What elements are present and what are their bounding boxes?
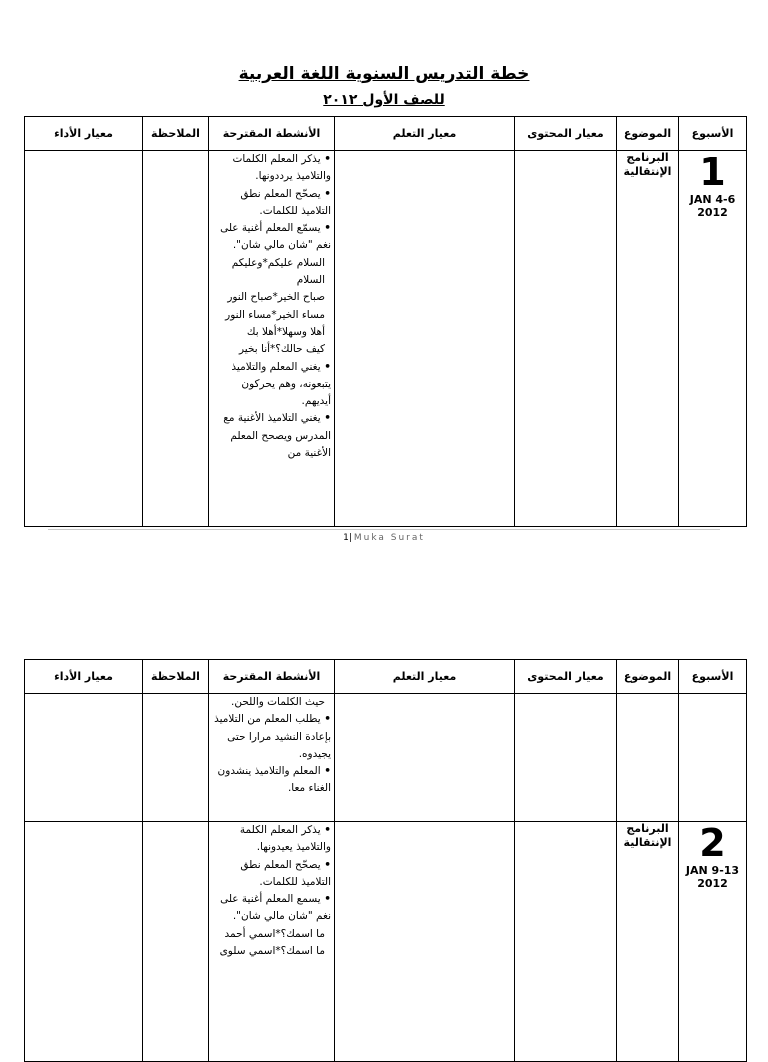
header-notes: الملاحظة <box>143 117 209 151</box>
activities-cell <box>209 822 335 1062</box>
page-number: 1 <box>343 533 349 543</box>
activity-item: صباح الخير*صباح النور <box>227 291 325 304</box>
notes-cell <box>143 151 209 527</box>
table-header-row <box>25 117 747 151</box>
activity-item: • يذكر المعلم الكلمة والتلاميذ يعيدونها. <box>211 822 331 857</box>
header-content-standard: معيار المحتوى <box>515 660 617 694</box>
topic-cell <box>617 694 679 822</box>
header-activities: الأنشطة المقترحة <box>209 660 335 694</box>
week-number: 1 <box>699 150 726 194</box>
activity-item: • يطلب المعلم من التلاميذ بإعادة النشيد مرارا حتى يجيدوه. <box>211 711 331 763</box>
header-week: الأسبوع <box>679 660 747 694</box>
activity-item: أهلا وسهلا*أهلا بك <box>246 325 325 338</box>
activity-item: • يذكر المعلم الكلمات والتلاميذ يرددونها. <box>211 151 331 186</box>
activity-item: ما اسمك؟*اسمي سلوى <box>219 945 325 958</box>
page-subtitle: للصف الأول ٢٠١٢ <box>323 92 445 108</box>
table-header-row <box>25 660 747 694</box>
week-cell <box>679 822 747 1062</box>
notes-cell <box>143 822 209 1062</box>
learning-standard-cell <box>335 822 515 1062</box>
header-activities: الأنشطة المقترحة <box>209 117 335 151</box>
content-standard-cell <box>515 694 617 822</box>
activity-item: السلام عليكم*وعليكم السلام <box>231 256 325 287</box>
header-topic: الموضوع <box>617 660 679 694</box>
header-performance-standard: معيار الأداء <box>25 117 143 151</box>
activity-item: حيث الكلمات واللحن. <box>231 696 325 708</box>
header-topic: الموضوع <box>617 117 679 151</box>
activity-item: • يغني التلاميذ الأغنية مع المدرس ويصحح المعلم الأغنية من <box>211 410 331 462</box>
performance-standard-cell <box>25 822 143 1062</box>
performance-standard-cell <box>25 151 143 527</box>
content-standard-cell <box>515 151 617 527</box>
activities-cell <box>209 151 335 527</box>
activity-item: • المعلم والتلاميذ ينشدون الغناء معا. <box>211 763 331 798</box>
notes-cell <box>143 694 209 822</box>
learning-standard-cell <box>335 151 515 527</box>
header-performance-standard: معيار الأداء <box>25 660 143 694</box>
plan-table-page-1 <box>24 116 747 527</box>
content-standard-cell <box>515 822 617 1062</box>
week-cell <box>679 151 747 527</box>
activity-item: كيف حالك؟*أنا بخير <box>239 343 325 356</box>
table-row <box>25 822 747 1062</box>
week-year: 2012 <box>697 206 728 219</box>
header-content-standard: معيار المحتوى <box>515 117 617 151</box>
page-title: خطة التدريس السنوية اللغة العربية <box>238 64 530 84</box>
header-week: الأسبوع <box>679 117 747 151</box>
week-year: 2012 <box>697 877 728 890</box>
page-footer-label: Muka Surat <box>353 533 425 543</box>
activity-item: مساء الخير*مساء النور <box>225 308 325 321</box>
performance-standard-cell <box>25 694 143 822</box>
topic-cell: البرنامج الإنتقالية <box>617 822 679 1062</box>
plan-table-page-2 <box>24 659 747 1062</box>
page-footer: 1|Muka Surat <box>343 533 425 543</box>
header-learning-standard: معيار التعلم <box>335 660 515 694</box>
activity-item: ما اسمك؟*اسمي أحمد <box>224 927 325 940</box>
activity-item: • يصحّح المعلم نطق التلاميذ للكلمات. <box>211 186 331 221</box>
activity-item: • يسمّع المعلم أغنية على نغم "شان مالي شان". <box>211 220 331 255</box>
header-learning-standard: معيار التعلم <box>335 117 515 151</box>
week-cell <box>679 694 747 822</box>
table-row <box>25 151 747 527</box>
week-number: 2 <box>699 821 726 865</box>
activity-item: • يصحّح المعلم نطق التلاميذ للكلمات. <box>211 857 331 892</box>
activities-cell <box>209 694 335 822</box>
footer-divider <box>48 529 720 530</box>
learning-standard-cell <box>335 694 515 822</box>
topic-cell: البرنامج الإنتقالية <box>617 151 679 527</box>
header-notes: الملاحظة <box>143 660 209 694</box>
table-row <box>25 694 747 822</box>
activity-item: • يسمع المعلم أغنية على نغم "شان مالي شان". <box>211 891 331 926</box>
week-dates: JAN 4-6 <box>689 193 736 206</box>
activity-item: • يغني المعلم والتلاميذ يتبعونه، وهم يحركون أيديهم. <box>211 359 331 411</box>
week-dates: JAN 9-13 <box>685 864 740 877</box>
